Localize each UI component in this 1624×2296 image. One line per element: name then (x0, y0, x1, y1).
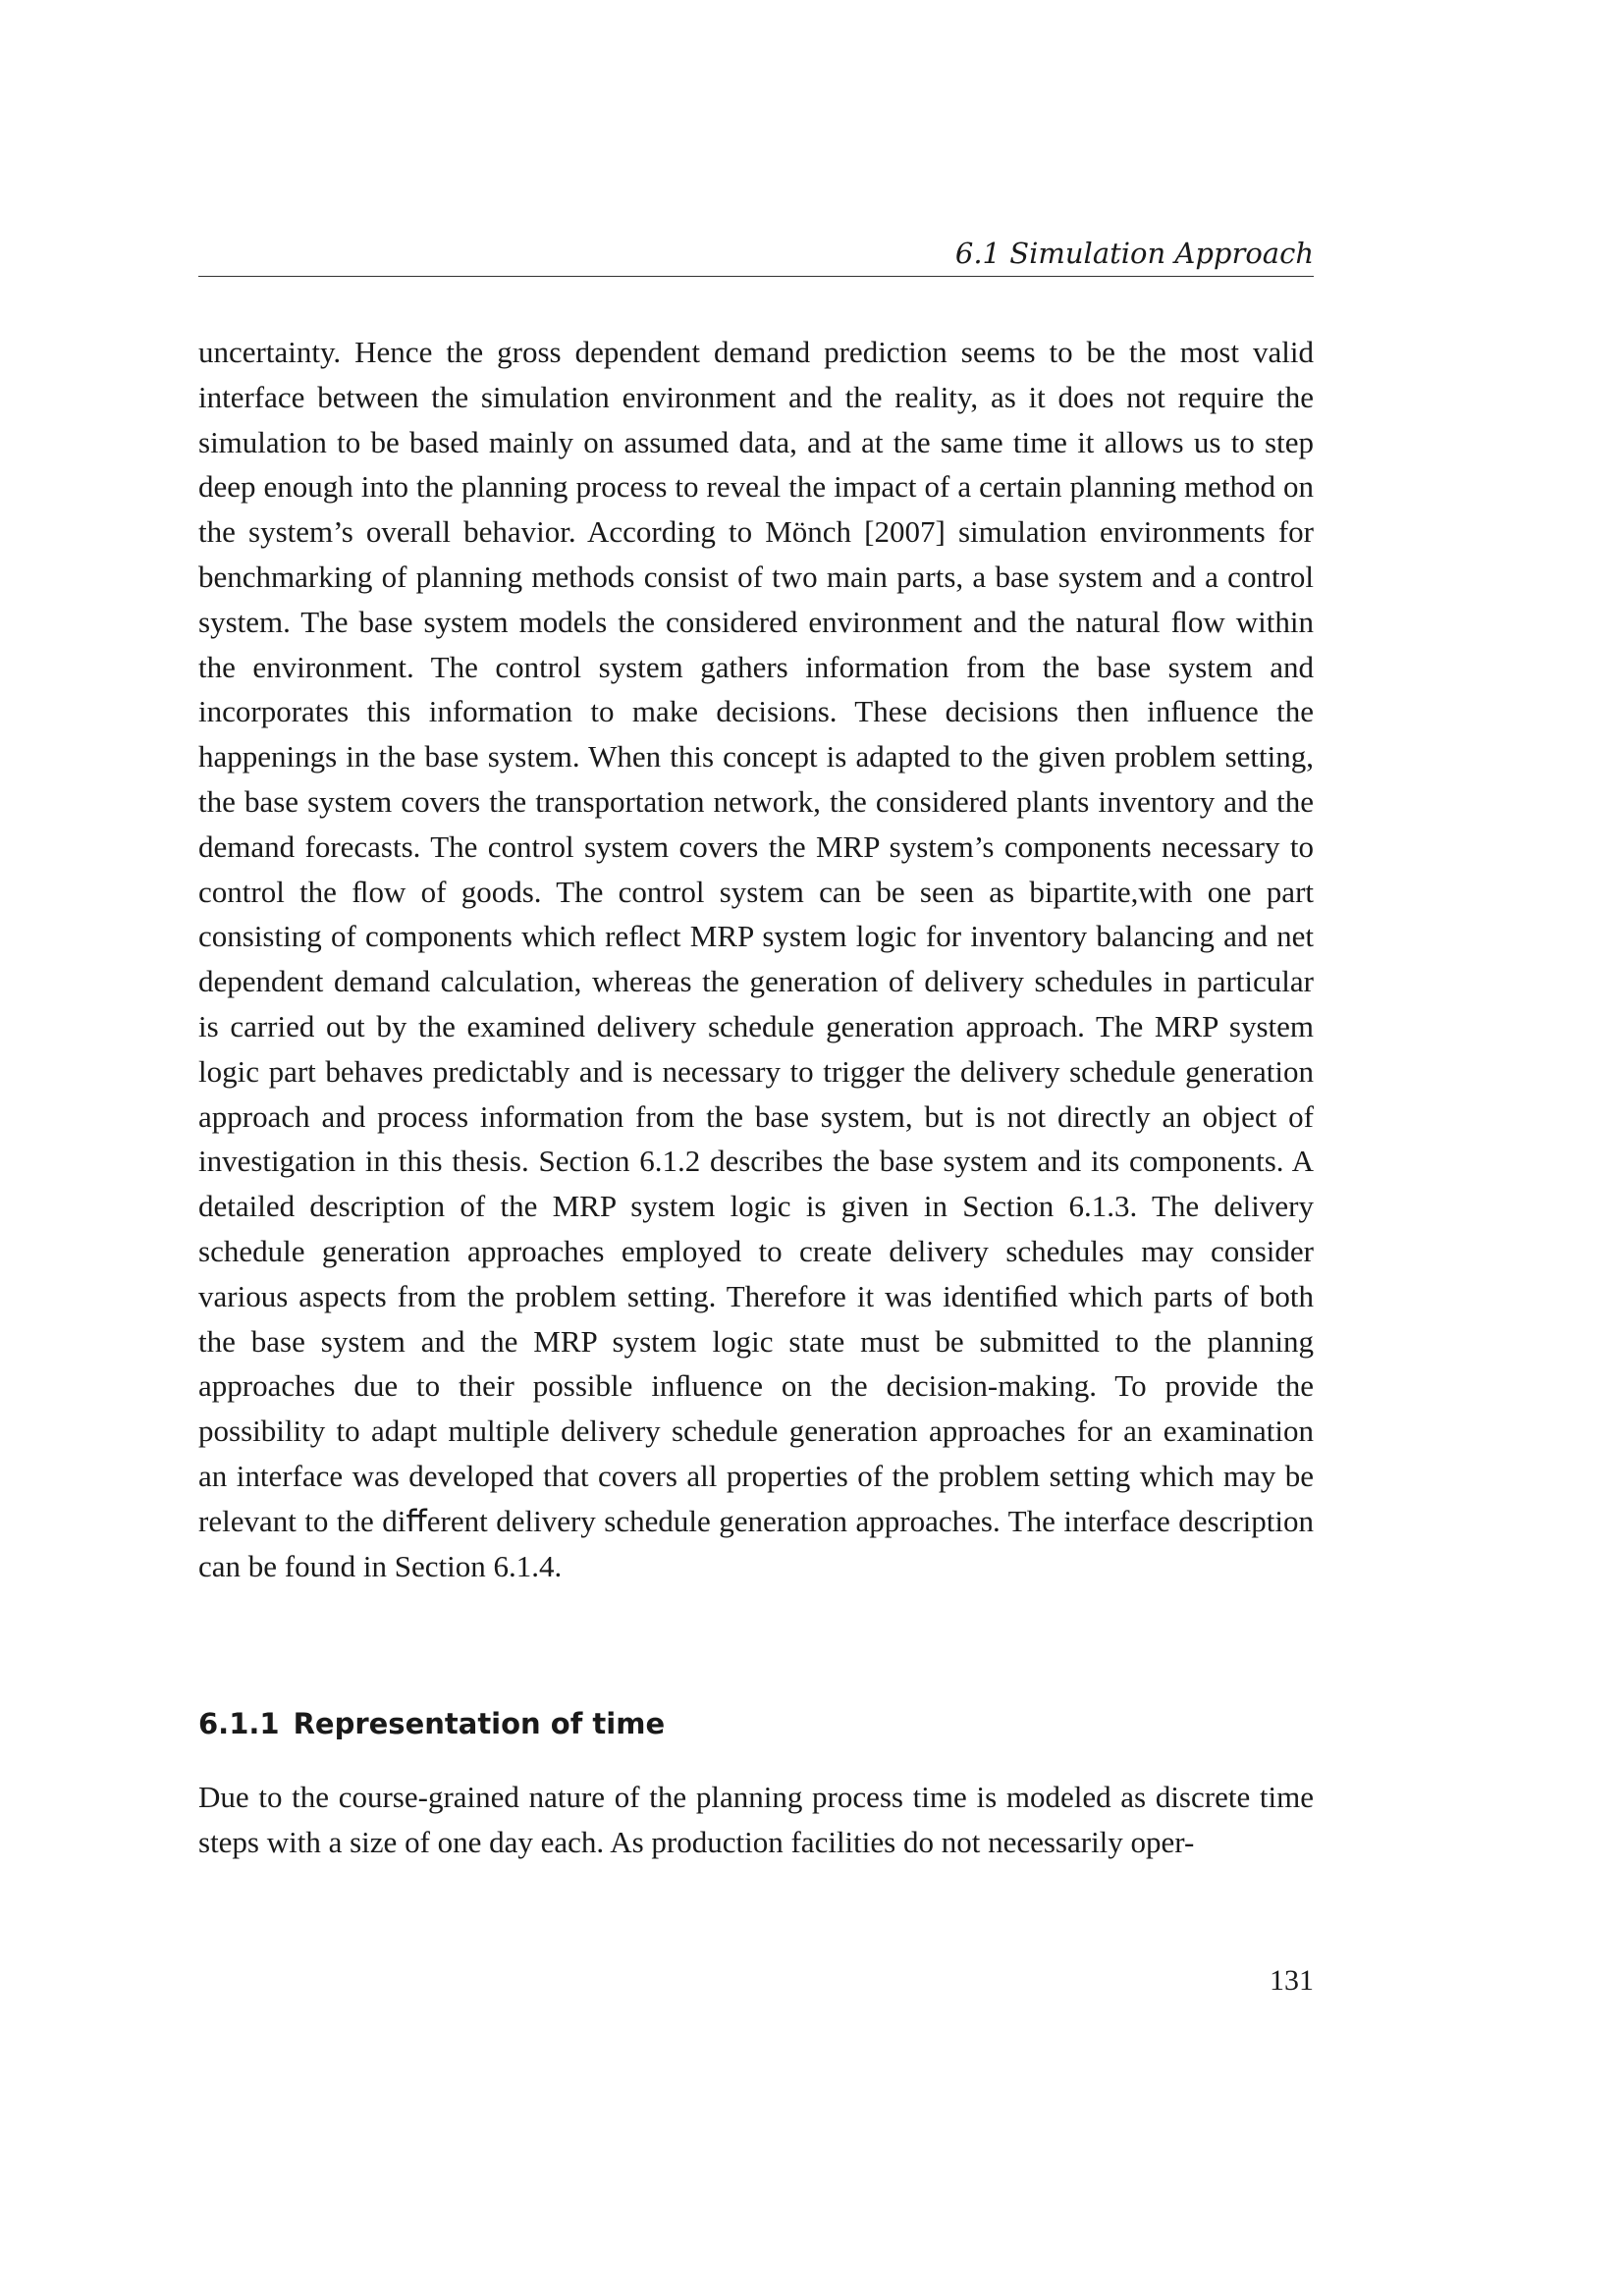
section-heading (198, 1704, 1314, 1743)
running-header: 6.1 Simulation Approach (954, 237, 1314, 270)
header-rule (198, 276, 1314, 277)
page-number: 131 (1270, 1964, 1314, 1997)
body-paragraph: uncertainty. Hence the gross dependent demand prediction seems to be the most valid interface between the simulation environment and the reality, as it does not require the simulation to be based mainly on assumed data, and at the same time it allows us to step deep enough into the planning process to reveal the impact of a certain planning method on the system’s overall behavior. According to Mönch [2007] simulation environments for benchmarking of planning methods consist of two main parts, a base system and a control system. The base system models the considered environment and the natural ﬂow within the environment. The control system gathers information from the base system and incorporates this information to make decisions. These decisions then inﬂuence the happenings in the base system. When this concept is adapted to the given problem setting, the base system covers the transportation network, the considered plants inventory and the demand forecasts. The control system covers the MRP system’s components necessary to control the ﬂow of goods. The control system can be seen as bipartite,with one part consisting of components which reﬂect MRP system logic for inventory balancing and net dependent demand calculation, whereas the generation of delivery schedules in particular is carried out by the examined delivery schedule generation approach. The MRP system logic part behaves predictably and is necessary to trigger the delivery schedule generation approach and process information from the base system, but is not directly an object of investigation in this thesis. Section 6.1.2 describes the base system and its components. A detailed description of the MRP system logic is given in Section 6.1.3. The delivery schedule generation approaches employed to create delivery schedules may consider various aspects from the problem setting. Therefore it was identiﬁed which parts of both the base system and the MRP system logic state must be submitted to the planning approaches due to their possible inﬂuence on the decision-making. To provide the possibility to adapt multiple delivery schedule generation approaches for an examination an interface was developed that covers all properties of the problem setting which may be relevant to the diﬀerent delivery schedule generation approaches. The interface description can be found in Section 6.1.4. (198, 335, 1314, 1583)
section-paragraph: Due to the course-grained nature of the planning process time is modeled as discrete time steps with a size of one day each. As production facilities do not necessarily oper- (198, 1780, 1314, 1859)
section-title: Representation of time (293, 1707, 666, 1740)
section-number: 6.1.1 (198, 1707, 280, 1740)
